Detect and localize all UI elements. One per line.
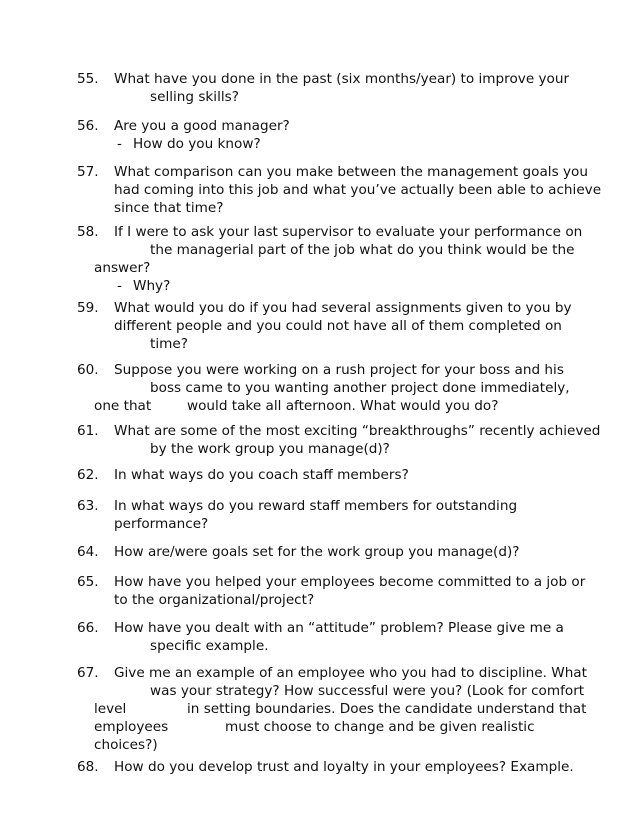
question-number: 62. xyxy=(77,467,99,483)
question-text-line: specific example. xyxy=(150,638,269,654)
question-number: 60. xyxy=(77,362,99,378)
question-text-line: What have you done in the past (six months/year) to improve your xyxy=(114,71,570,87)
question-text-line: boss came to you wanting another project done immediately, xyxy=(150,380,570,396)
question-text-line: If I were to ask your last supervisor to evaluate your performance on xyxy=(114,224,583,240)
question-number: 55. xyxy=(77,71,99,87)
question-number: 59. xyxy=(77,300,99,316)
question-text-line: Suppose you were working on a rush project for your boss and his xyxy=(114,362,564,378)
question-number: 57. xyxy=(77,164,99,180)
question-text-line: How have you dealt with an “attitude” problem? Please give me a xyxy=(114,620,564,636)
question-number: 67. xyxy=(77,665,99,681)
question-text-line: to the organizational/project? xyxy=(114,592,315,608)
question-number: 58. xyxy=(77,224,99,240)
question-text-line: one that xyxy=(94,398,152,414)
question-text-line: How are/were goals set for the work group you manage(d)? xyxy=(114,544,520,560)
sub-question-text: Why? xyxy=(133,278,171,294)
question-text-line: different people and you could not have all of them completed on xyxy=(114,318,562,334)
question-number: 68. xyxy=(77,759,99,775)
question-number: 64. xyxy=(77,544,99,560)
question-number: 65. xyxy=(77,574,99,590)
question-text-line: selling skills? xyxy=(150,89,239,105)
question-text-line: What would you do if you had several assignments given to you by xyxy=(114,300,572,316)
question-text-line: would take all afternoon. What would you do? xyxy=(187,398,499,414)
question-text-line: performance? xyxy=(114,516,209,532)
question-text-line: What comparison can you make between the management goals you xyxy=(114,164,588,180)
question-text-line: had coming into this job and what you’ve actually been able to achieve xyxy=(114,182,602,198)
question-text-line: since that time? xyxy=(114,200,224,216)
question-text-line: the managerial part of the job what do you think would be the xyxy=(150,242,575,258)
question-text-line: Give me an example of an employee who you had to discipline. What xyxy=(114,665,587,681)
question-text-line: In what ways do you coach staff members? xyxy=(114,467,409,483)
question-number: 63. xyxy=(77,498,99,514)
question-text-line: choices?) xyxy=(94,737,158,753)
question-text-line: level xyxy=(94,701,127,717)
question-text-line: answer? xyxy=(94,260,151,276)
question-text-line: What are some of the most exciting “breakthroughs” recently achieved xyxy=(114,423,601,439)
question-text-line: employees xyxy=(94,719,169,735)
question-text-line: in setting boundaries. Does the candidate understand that xyxy=(187,701,587,717)
sub-question-text: How do you know? xyxy=(133,136,261,152)
question-number: 66. xyxy=(77,620,99,636)
question-text-line: How do you develop trust and loyalty in your employees? Example. xyxy=(114,759,574,775)
question-text-line: must choose to change and be given realistic xyxy=(225,719,535,735)
question-text-line: In what ways do you reward staff members for outstanding xyxy=(114,498,518,514)
sub-bullet: - xyxy=(117,136,122,152)
sub-bullet: - xyxy=(117,278,122,294)
question-text-line: How have you helped your employees become committed to a job or xyxy=(114,574,586,590)
question-text-line: was your strategy? How successful were you? (Look for comfort xyxy=(150,683,585,699)
question-text-line: Are you a good manager? xyxy=(114,118,290,134)
question-text-line: by the work group you manage(d)? xyxy=(150,441,390,457)
question-text-line: time? xyxy=(150,336,188,352)
question-number: 61. xyxy=(77,423,99,439)
question-number: 56. xyxy=(77,118,99,134)
